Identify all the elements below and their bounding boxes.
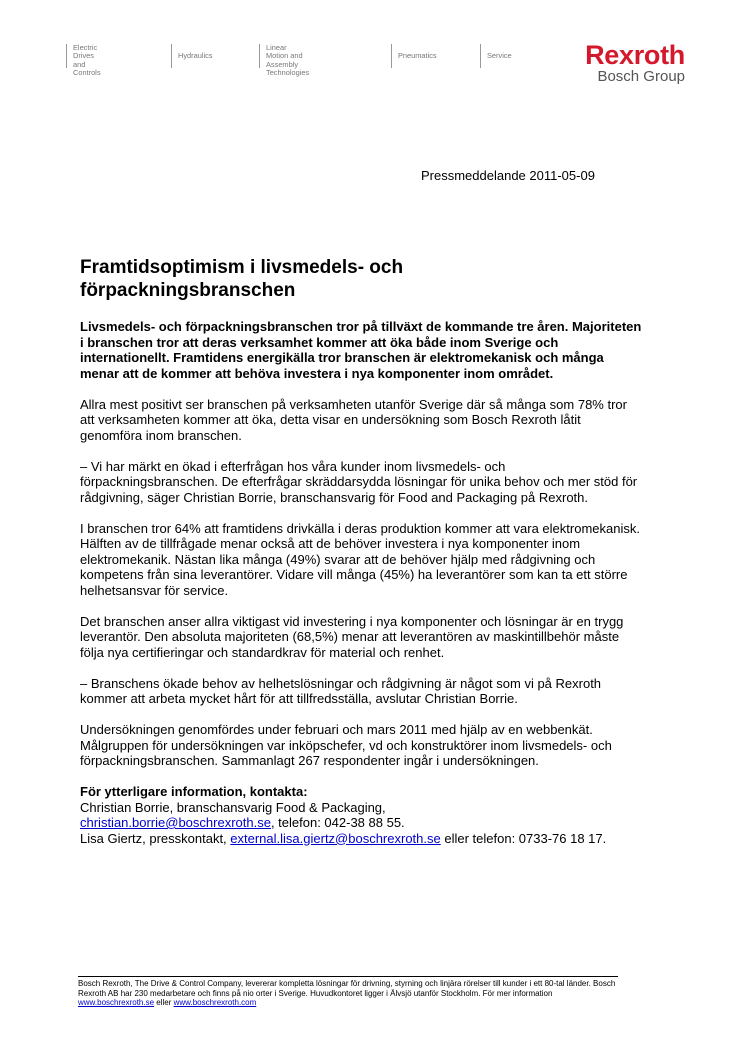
nav-item-pneumatics[interactable]: Pneumatics (391, 44, 437, 68)
contact-person-1-details (80, 815, 645, 831)
contact-heading: För ytterligare information, kontakta: (80, 784, 308, 799)
footer-link-se[interactable]: www.boschrexroth.se (78, 998, 155, 1008)
logo-group: Bosch Group (597, 68, 685, 85)
contact-email-link[interactable]: external.lisa.giertz@boschrexroth.se (230, 830, 441, 846)
contact-person-1: Christian Borrie, branschansvarig Food & Packaging, (80, 799, 386, 815)
body-paragraph: Allra mest positivt ser branschen på verksamheten utanför Sverige där så många som 78% tror att verksamheten kommer att öka, detta visar en undersökning som Bosch Rexroth låtit genomföra inom branschen. (80, 396, 627, 443)
contact-person-2-name: Lisa Giertz, presskontakt, (80, 830, 231, 846)
footer (78, 976, 618, 1008)
article-body (80, 319, 645, 846)
contact-person-2 (80, 831, 645, 847)
footer-text-between: eller (154, 998, 174, 1008)
body-paragraph: – Branschens ökade behov av helhetslösningar och rådgivning är något som vi på Rexroth kommer att arbeta mycket hårt för att tillfredsställa, avslutar Christian Borrie. (80, 675, 602, 706)
nav-item-hydraulics[interactable]: Hydraulics (171, 44, 213, 68)
footer-link-com[interactable]: www.boschrexroth.com (173, 998, 257, 1008)
body-paragraph: – Vi har märkt en ökad i efterfrågan hos våra kunder inom livsmedels- och förpackningsbranschen. De efterfrågar skräddarsydda lösningar för unika behov och mer stöd för rådgivning, säger Christian Borrie, branschansvarig för Food and Packaging på Rexroth. (80, 458, 638, 505)
body-paragraph: Det branschen anser allra viktigast vid investering i nya komponenter och lösningar är en trygg leverantör. Den absoluta majoriteten (68,5%) menar att leverantören av maskintillbehör måste följa nya certifieringar och standardkrav för material och renhet. (80, 613, 624, 660)
contact-phone: , telefon: 042-38 88 55. (270, 815, 405, 830)
page-title: Framtidsoptimism i livsmedels- och förpackningsbranschen (80, 257, 404, 301)
footer-text: Bosch Rexroth, The Drive & Control Company, levererar kompletta lösningar för drivning, styrning och linjära rörelser till kunder i ett 80-tal länder. Bosch Rexroth AB har 230 medarbetare och finns på nio orter i Sverige. Huvudkontoret ligger i Älvsjö utanför Stockholm. För mer information (78, 979, 616, 998)
nav-item-electric-drives[interactable]: Electric Drives and Controls (66, 44, 101, 68)
body-paragraph: I branschen tror 64% att framtidens drivkälla i deras produktion kommer att vara elektromekanisk. Hälften av de tillfrågade menar också att de behöver investera i nya komponenter inom elektromekanik. Nästan lika många (49%) svarar att de behöver hjälp med rådgivning och kompetens från sina leverantörer. Vidare vill många (45%) ha leverantörer som kan ta ett större helhetsansvar för service. (80, 520, 640, 598)
press-release-date: Pressmeddelande 2011-05-09 (421, 168, 595, 183)
body-paragraph: Undersökningen genomfördes under februari och mars 2011 med hjälp av en webbenkät. Målgruppen för undersökningen var inköpschefer, vd och konstruktörer inom livsmedels- och förpackningsbranschen. Sammanlagt 267 respondenter ingår i undersökningen. (80, 722, 612, 768)
contact-phone: eller telefon: 0733-76 18 17. (440, 830, 607, 846)
lead-paragraph: Livsmedels- och förpackningsbranschen tror på tillväxt de kommande tre åren. Majoriteten i branschen tror att deras verksamhet kommer att öka både inom Sverige och internationellt. Framtidens energikälla tror branschen är elektromekanisk och många menar att de kommer att behöva investera i nya komponenter inom området. (80, 319, 642, 381)
nav-item-linear-motion[interactable]: Linear Motion and Assembly Technologies (259, 44, 309, 68)
logo-brand: Rexroth (585, 40, 685, 70)
contact-block (80, 784, 645, 846)
rexroth-logo (585, 42, 685, 85)
contact-email-link[interactable]: christian.borrie@boschrexroth.se (80, 815, 271, 830)
nav-item-service[interactable]: Service (480, 44, 512, 68)
